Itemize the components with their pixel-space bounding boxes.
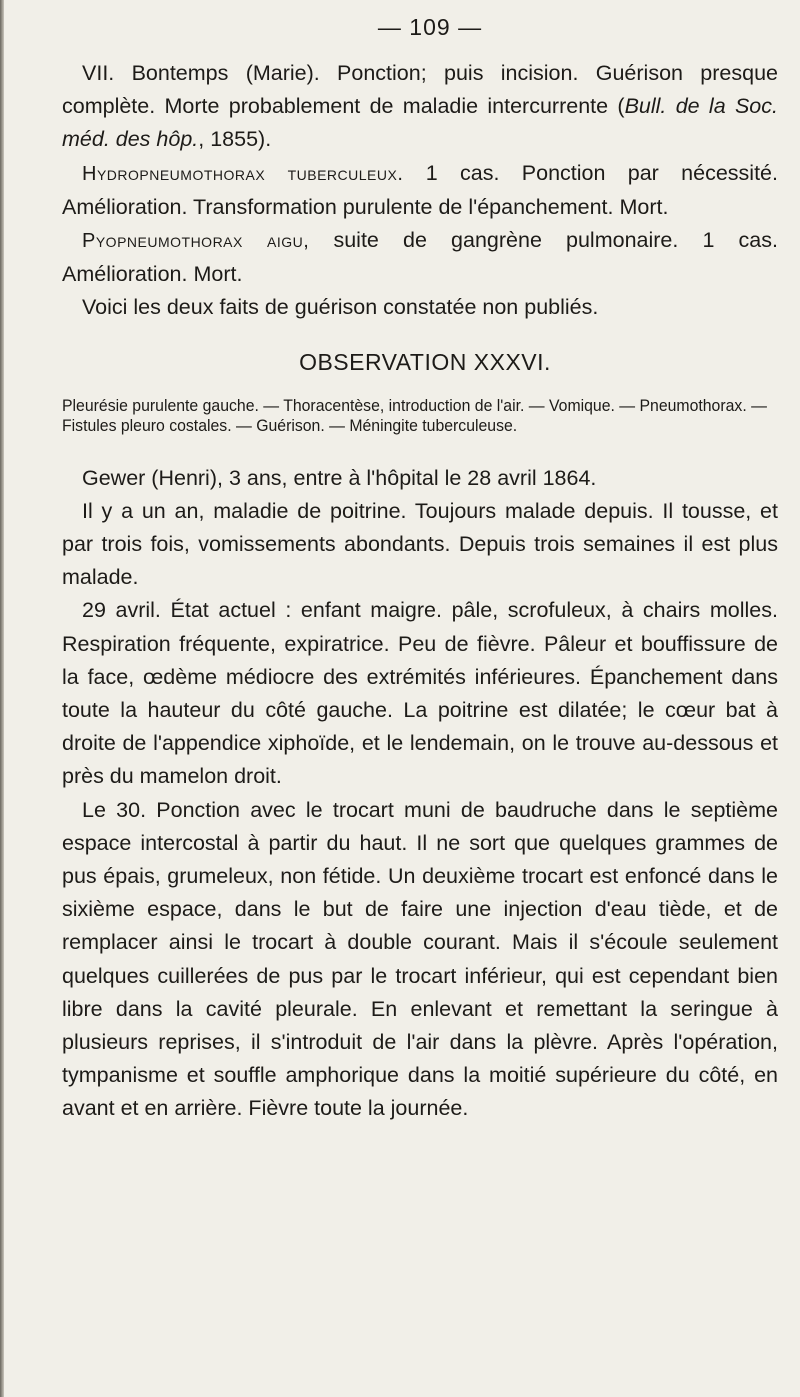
entry-pyopneumothorax (62, 224, 778, 291)
observation-paragraph-2: Il y a un an, maladie de poitrine. Toujours malade depuis. Il tousse, et par trois fois, vomissements abondants. Depuis trois semaines il est plus malade. (62, 498, 778, 590)
entry-pyo-heading: Pyopneumothorax aigu, (82, 230, 310, 253)
entry-hydropneumothorax (62, 157, 778, 224)
entry-vii-lead: VII. Bontemps (Marie). Ponction; puis incision. Guérison presque complète. Morte probablement de maladie intercurrente ( (62, 61, 778, 119)
entry-hydro-heading: Hydropneumothorax tuberculeux. (82, 162, 404, 185)
observation-paragraph-3: 29 avril. État actuel : enfant maigre. pâle, scrofuleux, à chairs molles. Respiration fréquente, expiratrice. Peu de fièvre. Pâleur et bouffissure de la face, œdème médiocre des extrémités inférieures. Épanchement dans toute la hauteur du côté gauche. La poitrine est dilatée; le cœur bat à droite de l'appendice xiphoïde, et le lendemain, on le trouve au-dessous et près du mamelon droit. (62, 598, 778, 789)
entry-vii-citation: Bull. de la Soc. méd. des hôp. (62, 94, 778, 152)
observation-paragraph-1: Gewer (Henri), 3 ans, entre à l'hôpital le 28 avril 1864. (82, 465, 597, 490)
entry-hydro-text: 1 cas. Ponction par nécessité. Amélioration. Transformation purulente de l'épanchement. Mort. (62, 160, 778, 219)
observation-summary: Pleurésie purulente gauche. — Thoracentèse, introduction de l'air. — Vomique. — Pneumothorax. — Fistules pleuro costales. — Guérison. — Méningite tuberculeuse. (62, 395, 767, 435)
book-page (62, 14, 778, 1126)
observation-paragraph-4: Le 30. Ponction avec le trocart muni de baudruche dans le septième espace intercostal à partir du haut. Il ne sort que quelques grammes de pus épais, grumeleux, non fétide. Un deuxième trocart est enfoncé dans le sixième espace, dans le but de faire une injection d'eau tiède, et de remplacer ainsi le trocart à double courant. Mais il s'écoule seulement quelques cuillerées de pus par le trocart inférieur, qui est cependant bien libre dans la cavité pleurale. En enlevant et remettant la seringue à plusieurs reprises, il s'introduit de l'air dans la plèvre. Après l'opération, tympanisme et souffle amphorique dans la moitié supérieure du côté, en avant et en arrière. Fièvre toute la journée. (62, 797, 778, 1121)
intro-paragraph: Voici les deux faits de guérison constatée non publiés. (82, 295, 599, 320)
entry-vii (62, 57, 778, 157)
page-number: — 109 — (377, 14, 483, 40)
entry-vii-tail: , 1855). (198, 127, 272, 152)
observation-title: OBSERVATION XXXVI. (299, 348, 551, 375)
entry-pyo-text: suite de gangrène pulmonaire. 1 cas. Amélioration. Mort. (62, 228, 778, 287)
page-edge (0, 0, 4, 1397)
